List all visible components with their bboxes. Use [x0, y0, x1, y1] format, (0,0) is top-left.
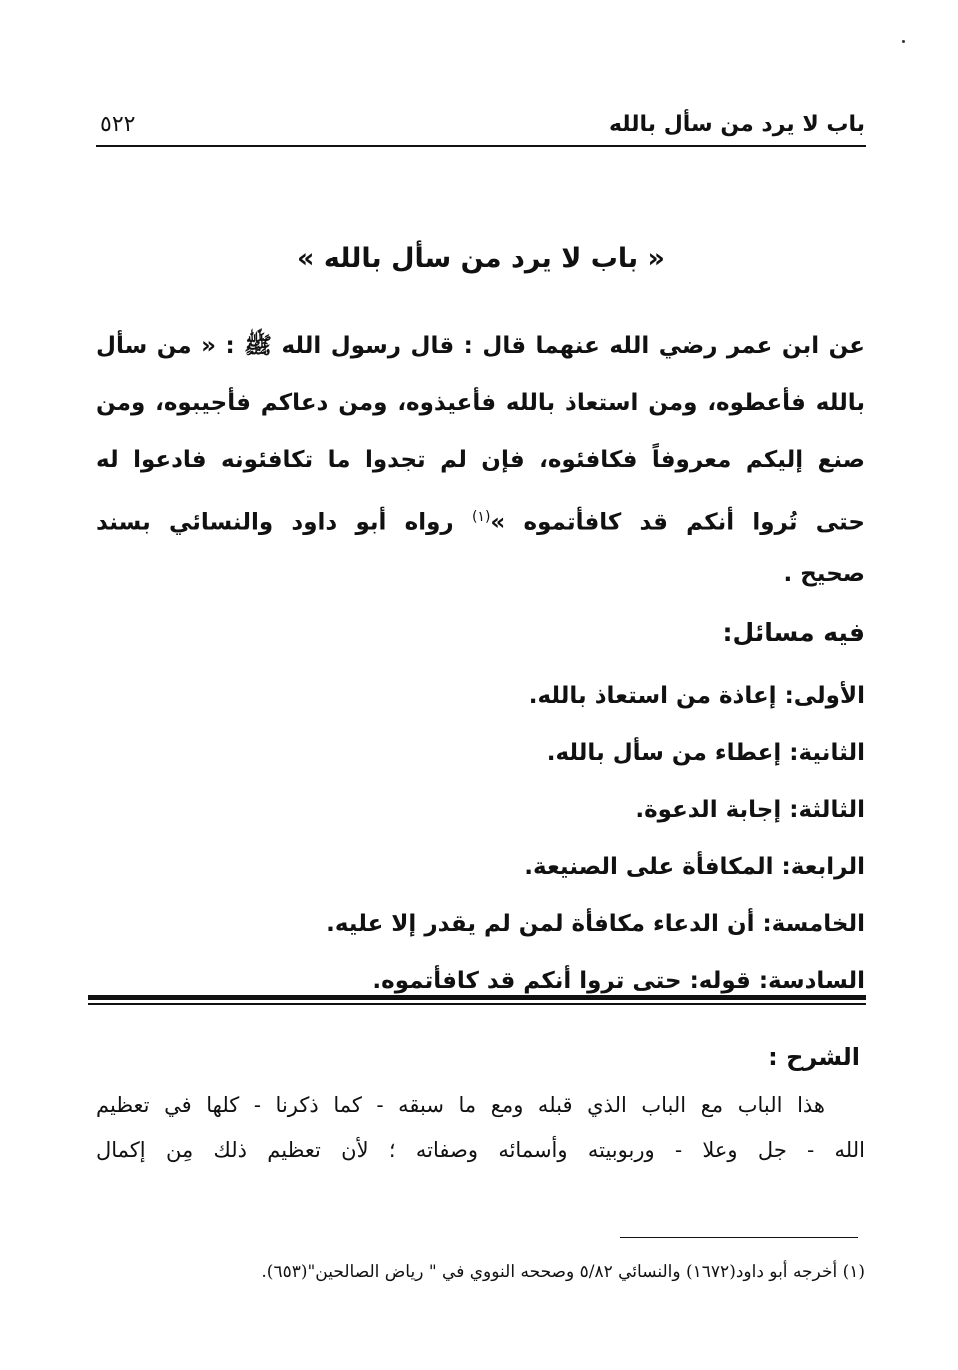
hadith-line-end: رواه أبو داود والنسائي بسند	[96, 509, 472, 536]
hadith-line: صنع إليكم معروفاً فكافئوه، فإن لم تجدوا ما تكافئونه فادعوا له	[96, 447, 865, 473]
hadith-line: صحيح .	[783, 561, 865, 587]
hadith-line-start: حتى تُروا أنكم قد كافأتموه »	[490, 509, 865, 536]
issues-list	[95, 668, 865, 1010]
hadith-text	[96, 318, 865, 603]
issue-item: السادسة: قوله: حتى تروا أنكم قد كافأتموه.	[372, 968, 865, 994]
issue-item: الرابعة: المكافأة على الصنيعة.	[524, 854, 865, 880]
hadith-line-with-footnote	[96, 489, 865, 546]
footnote-marker[interactable]: (١)	[471, 509, 491, 525]
issue-item: الثانية: إعطاء من سأل بالله.	[546, 740, 865, 766]
issues-heading: فيه مسائل:	[722, 618, 865, 647]
footnote: (١) أخرجه أبو داود(١٦٧٢) والنسائي ٥/٨٢ وصححه النووي في " رياض الصالحين"(٦٥٣).	[261, 1262, 865, 1282]
chapter-title: « باب لا يرد من سأل بالله »	[297, 243, 665, 274]
issue-item: الأولى: إعاذة من استعاذ بالله.	[528, 683, 865, 709]
sharh-text	[96, 1083, 865, 1173]
running-title: باب لا يرد من سأل بالله	[608, 112, 865, 137]
hadith-line: بالله فأعطوه، ومن استعاذ بالله فأعيذوه، ومن دعاكم فأجيبوه، ومن	[96, 390, 865, 416]
section-divider	[88, 995, 866, 1005]
sharh-line: هذا الباب مع الباب الذي قبله ومع ما سبقه - كما ذكرنا - كلها في تعظيم	[96, 1093, 825, 1117]
issue-item: الخامسة: أن الدعاء مكافأة لمن لم يقدر إلا عليه.	[326, 911, 865, 937]
scan-speck	[902, 40, 905, 43]
sharh-line: الله - جل وعلا - وربوبيته وأسمائه وصفاته ؛ لأن تعظيم ذلك مِن إكمال	[96, 1138, 865, 1162]
hadith-line: عن ابن عمر رضي الله عنهما قال : قال رسول الله ﷺ : « من سأل	[96, 333, 865, 359]
header-rule	[96, 145, 866, 147]
issue-item: الثالثة: إجابة الدعوة.	[635, 797, 865, 823]
page-number: ٥٢٢	[100, 112, 136, 137]
sharh-heading: الشرح :	[768, 1043, 860, 1071]
footnote-rule	[620, 1237, 858, 1238]
